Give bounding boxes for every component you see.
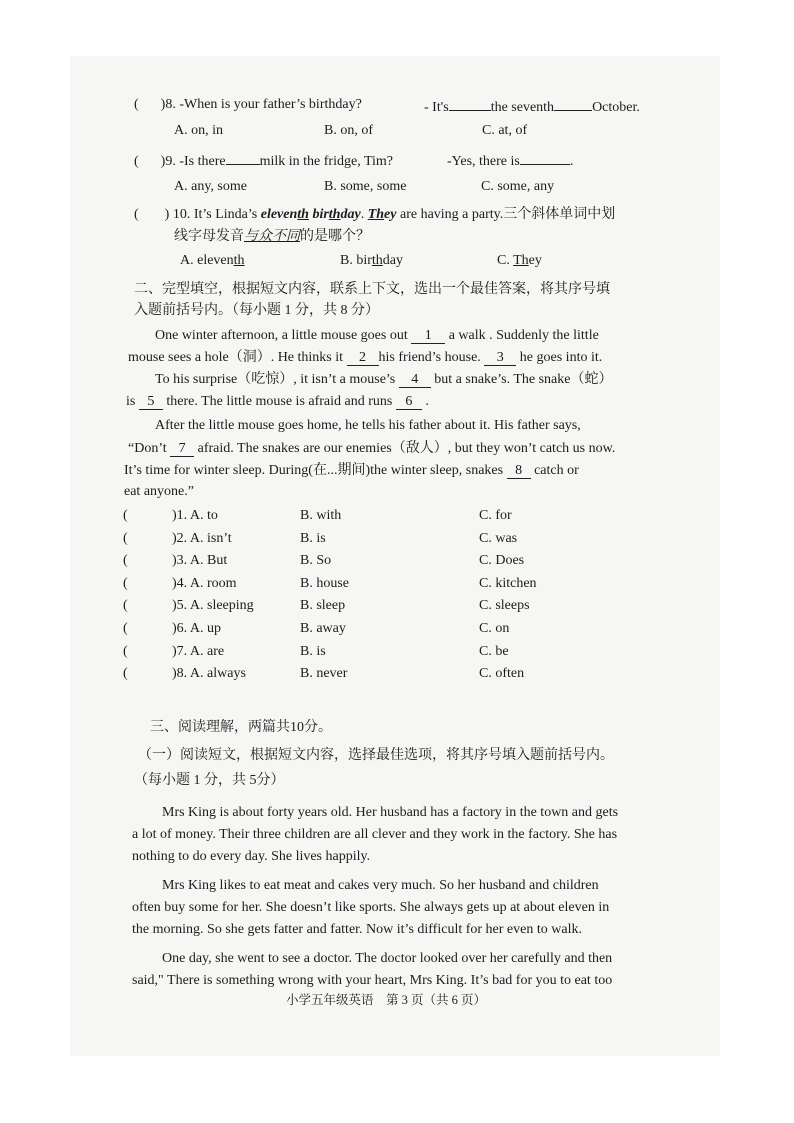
option-a: 5. A. sleeping [176, 598, 254, 614]
option-a: A. any, some [174, 179, 247, 194]
option-b: B. some, some [324, 179, 407, 194]
option-c: C. at, of [482, 123, 528, 138]
option-a [180, 252, 245, 270]
passage-line [126, 393, 429, 411]
section-3-score-note: （每小题 1 分，共 5分） [134, 773, 285, 788]
cloze-option-b [300, 665, 347, 683]
passage-line [155, 327, 599, 345]
reply-text: the seventh [490, 100, 555, 115]
cloze-option-c [479, 665, 524, 683]
answer-paren-open [123, 552, 128, 570]
option-c: C. often [479, 666, 525, 682]
cloze-blank[interactable]: 5 [139, 395, 163, 410]
option-a: 7. A. are [176, 643, 225, 659]
reply-text: October. [592, 100, 640, 115]
answer-paren-open [123, 597, 128, 615]
passage-text: is [126, 394, 139, 409]
question-text: are having a party.三个斜体单词中划 [396, 207, 616, 222]
section-2-heading-line2: 入题前括号内。（每小题 1 分，共 8 分） [134, 303, 379, 318]
cloze-blank[interactable]: 2 [347, 351, 379, 366]
passage-text: catch or [530, 463, 579, 478]
word-part: ey [384, 207, 397, 222]
answer-paren-open: ( [123, 553, 128, 569]
option-a: 2. A. isn’t [176, 530, 232, 546]
cloze-blank[interactable]: 3 [484, 351, 516, 366]
option-c: C. was [479, 530, 518, 546]
passage-line [128, 440, 615, 458]
cloze-option-b [300, 620, 346, 638]
answer-paren-open [123, 575, 128, 593]
option-text: ey [528, 253, 542, 268]
reply-text: -Yes, there is [447, 154, 520, 169]
cloze-option-a [172, 620, 221, 638]
passage-text: “Don’t [128, 441, 171, 456]
reading-line: One day, she went to see a doctor. The doctor looked over her carefully and then [162, 951, 613, 966]
cloze-option-b [300, 552, 331, 570]
cloze-option-c [479, 552, 524, 570]
section-3-subheading: （一）阅读短文，根据短文内容，选择最佳选项，将其序号填入题前括号内。 [138, 748, 614, 763]
answer-paren-close: ) [172, 575, 177, 591]
underlined-letters: Th [513, 253, 529, 268]
cloze-option-c [479, 575, 537, 593]
option-c: C. be [479, 643, 509, 659]
option-text: A. eleven [180, 253, 234, 268]
option-c: C. kitchen [479, 575, 537, 591]
cloze-blank[interactable]: 7 [170, 442, 194, 457]
cloze-option-a [172, 597, 254, 615]
option-text: B. bir [340, 253, 372, 268]
fill-blank[interactable] [449, 96, 491, 111]
cloze-blank[interactable]: 6 [396, 395, 422, 410]
passage-text: his friend’s house. [378, 350, 485, 365]
fill-blank[interactable] [520, 150, 570, 165]
cloze-option-c [479, 530, 517, 548]
passage-text: . [421, 394, 429, 409]
cloze-blank[interactable]: 4 [399, 373, 431, 388]
question-text: milk in the fridge, Tim? [259, 154, 393, 169]
answer-paren-close: ) [172, 530, 177, 546]
question-text: 的是哪个？ [300, 229, 370, 244]
cloze-option-c [479, 620, 509, 638]
page-footer [286, 991, 486, 1009]
question-text: . [360, 207, 368, 222]
reading-line: said," There is something wrong with your heart, Mrs King. It’s bad for you to eat too [132, 973, 613, 988]
answer-paren-open: ( [123, 530, 128, 546]
question-9-reply [447, 150, 573, 171]
answer-paren-close: ) [160, 154, 166, 169]
answer-paren-open: ( [123, 621, 128, 636]
italic-word-they [368, 207, 397, 222]
reading-line: often buy some for her. She doesn’t like sports. She always gets up at about eleven in [132, 900, 610, 915]
question-8-reply [424, 96, 640, 117]
cloze-option-c [479, 597, 530, 615]
option-text: C. [497, 253, 514, 268]
underlined-letters: th [371, 253, 383, 268]
answer-paren-close: ) [160, 97, 166, 112]
option-b: B. sleep [300, 598, 346, 614]
passage-text: To his surprise（吃惊）, it isn’t a mouse’s [155, 372, 399, 387]
word-part: day [340, 207, 361, 222]
passage-text: a walk . Suddenly the little [445, 328, 599, 343]
answer-paren-open: ( [123, 666, 128, 682]
answer-paren-open [123, 620, 128, 638]
answer-paren-open [123, 530, 128, 548]
answer-paren-open: ( [123, 598, 128, 614]
option-a: 6. A. up [176, 621, 222, 636]
section-3-heading: 三、阅读理解，两篇共10分。 [150, 720, 332, 735]
reading-line: nothing to do every day. She lives happily. [132, 849, 371, 864]
passage-text: but a snake’s. The snake（蛇） [430, 372, 613, 387]
cloze-option-c [479, 507, 512, 525]
option-b: B. is [300, 643, 326, 659]
cloze-blank[interactable]: 1 [411, 329, 445, 344]
option-b: B. on, of [324, 123, 373, 138]
passage-line [128, 349, 602, 367]
answer-paren-open: ( [134, 154, 139, 169]
underlined-letters: th [297, 207, 309, 222]
option-b [340, 252, 403, 270]
passage-text: there. The little mouse is afraid and runs [162, 394, 396, 409]
reading-line: a lot of money. Their three children are all clever and they work in the factory. She has [132, 827, 618, 842]
cloze-option-a [172, 507, 218, 525]
cloze-blank[interactable]: 8 [507, 464, 531, 479]
answer-paren-open [123, 643, 128, 661]
answer-paren-open: ( [123, 508, 128, 523]
section-2-heading: 二、完型填空，根据短文内容，联系上下文，选出一个最佳答案，将其序号填 [134, 282, 610, 297]
answer-paren-open [123, 507, 128, 525]
reply-text: . [569, 154, 574, 169]
footer-subject: 小学五年级英语 [286, 993, 374, 1007]
passage-line: eat anyone.” [124, 484, 194, 499]
option-a: 1. A. to [176, 508, 218, 523]
answer-paren-close: ) [172, 508, 177, 523]
passage-text: afraid. The snakes are our enemies（敌人）, but they won’t catch us now. [194, 441, 616, 456]
cloze-option-a [172, 530, 232, 548]
cloze-option-b [300, 575, 349, 593]
question-number: 8. [165, 97, 176, 112]
word-part: eleven [260, 207, 298, 222]
option-b: B. away [300, 621, 346, 636]
answer-paren-close: ) [172, 553, 177, 569]
option-c: C. for [479, 508, 512, 523]
option-a: 4. A. room [176, 575, 237, 591]
option-b: B. never [300, 666, 348, 682]
option-text: day [382, 253, 403, 268]
question-text: -When is your father’s birthday? [179, 97, 362, 112]
reading-line: Mrs King likes to eat meat and cakes very much. So her husband and children [162, 878, 599, 893]
reading-line: the morning. So she gets fatter and fatter. Now it’s difficult for her even to walk. [132, 922, 582, 937]
question-number: 9. [165, 154, 176, 169]
answer-paren-open [123, 665, 128, 683]
reading-line: Mrs King is about forty years old. Her husband has a factory in the town and gets [162, 805, 619, 820]
option-c [497, 252, 542, 270]
passage-text: It’s time for winter sleep. During(在...期间)the winter sleep, snakes [124, 463, 507, 478]
question-9-stem [134, 150, 393, 171]
passage-line: After the little mouse goes home, he tells his father about it. His father says, [155, 418, 581, 433]
answer-paren-open: ( [134, 207, 139, 222]
answer-paren-open: ( [123, 643, 128, 659]
option-c: C. on [479, 621, 510, 636]
cloze-option-a [172, 643, 224, 661]
answer-paren-open: ( [123, 575, 128, 591]
cloze-option-a [172, 665, 246, 683]
question-text: 线字母发音 [174, 229, 244, 244]
option-b: B. So [300, 553, 332, 569]
option-a: A. on, in [174, 123, 223, 138]
word-part: bir [312, 207, 329, 222]
cloze-option-a [172, 552, 227, 570]
question-text: -Is there [179, 154, 226, 169]
answer-paren-close: ) [172, 666, 177, 682]
answer-paren-close: ) [172, 643, 177, 659]
fill-blank[interactable] [226, 150, 260, 165]
passage-line [124, 462, 579, 480]
question-number: 10. [172, 207, 191, 222]
cloze-option-c [479, 643, 509, 661]
option-c: C. sleeps [479, 598, 530, 614]
cloze-option-b [300, 643, 326, 661]
option-a: 8. A. always [176, 666, 246, 682]
answer-paren-close: ) [164, 207, 170, 222]
underlined-text: 与众不同 [244, 229, 300, 244]
italic-word-birthday [312, 207, 360, 222]
footer-page-number: 第 3 页（共 6 页） [386, 993, 487, 1007]
option-c: C. some, any [481, 179, 555, 194]
question-10-line2 [174, 228, 370, 246]
answer-paren-close: ) [172, 598, 177, 614]
cloze-option-b [300, 507, 341, 525]
italic-word-eleventh [261, 207, 309, 222]
cloze-option-a [172, 575, 237, 593]
fill-blank[interactable] [554, 96, 592, 111]
answer-paren-close: ) [172, 621, 177, 636]
reply-text: - It's [424, 100, 449, 115]
cloze-option-b [300, 530, 326, 548]
option-b: B. with [300, 508, 342, 523]
passage-text: mouse sees a hole（洞）. He thinks it [128, 350, 347, 365]
passage-text: he goes into it. [516, 350, 603, 365]
option-b: B. is [300, 530, 326, 546]
question-text: It’s Linda’s [193, 207, 261, 222]
underlined-letters: th [328, 207, 341, 222]
passage-line [155, 371, 612, 389]
option-b: B. house [300, 575, 349, 591]
answer-paren-open: ( [134, 97, 139, 112]
option-a: 3. A. But [176, 553, 228, 569]
underlined-letters: th [233, 253, 245, 268]
passage-text: One winter afternoon, a little mouse goes out [155, 328, 412, 343]
question-8-stem [134, 96, 362, 114]
option-c: C. Does [479, 553, 525, 569]
question-10-stem [134, 206, 615, 224]
underlined-letters: Th [367, 207, 385, 222]
cloze-option-b [300, 597, 345, 615]
